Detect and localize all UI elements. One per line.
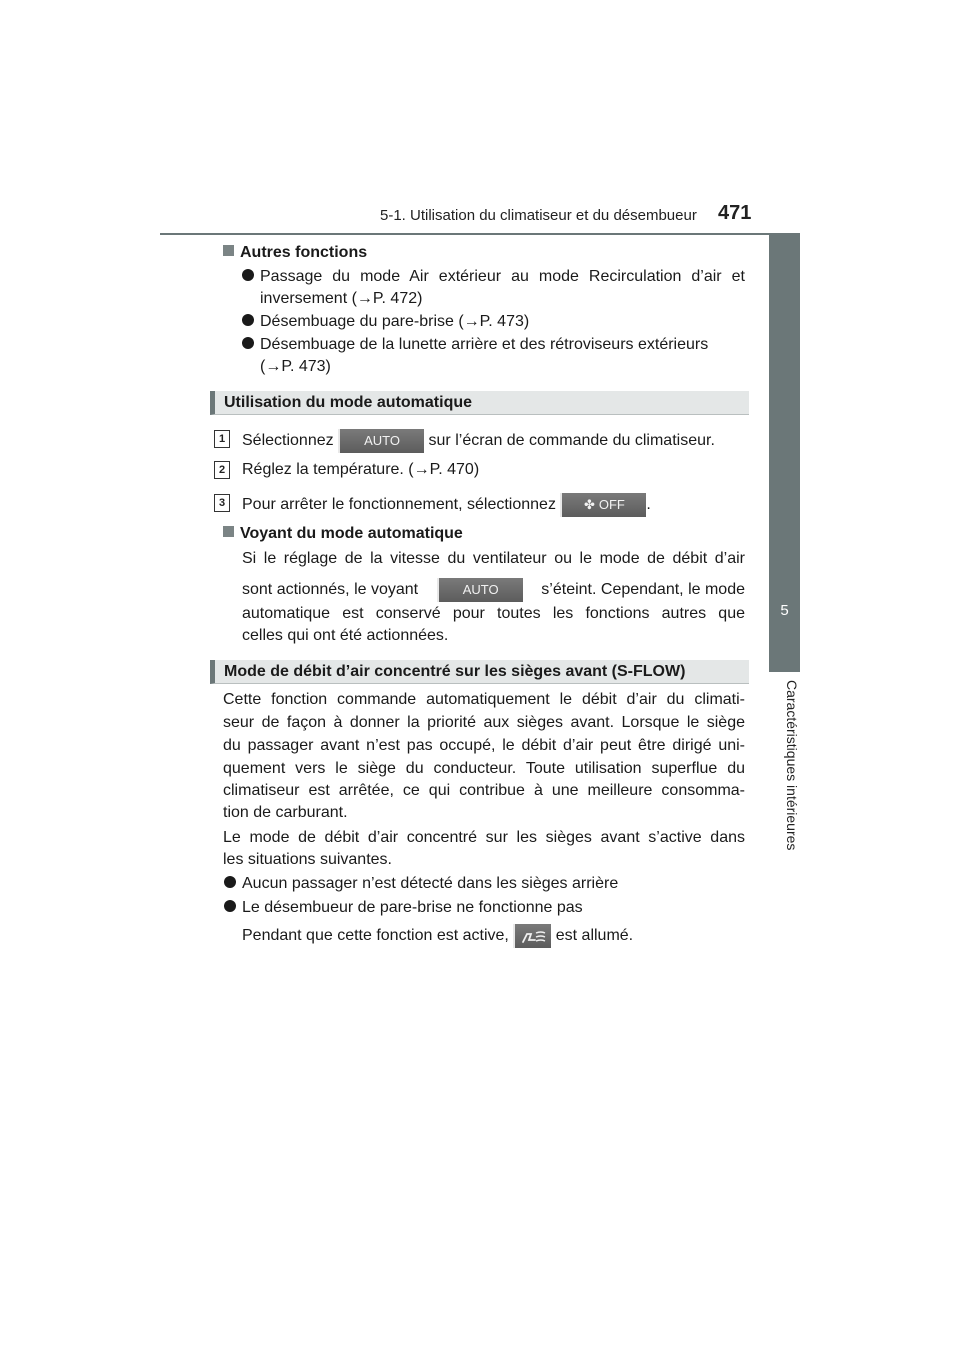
step-text: Réglez la température. (→P. 470) — [242, 461, 480, 478]
bullet-icon — [242, 335, 254, 355]
fan-off-button: ✤ OFF — [560, 493, 646, 517]
auto-indicator: AUTO — [437, 578, 523, 602]
sflow-text: seur de façon à donner la priorité aux sièges avant. Lorsque le siège — [223, 714, 745, 731]
bullet-text: Aucun passager n’est détecté dans les sièges arrière — [242, 875, 619, 892]
section-title: Mode de débit d’air concentré sur les sièges avant (S-FLOW) — [224, 663, 686, 680]
chapter-number: 5 — [780, 602, 789, 619]
bullet-text: Le désembueur de pare-brise ne fonctionne pas — [242, 899, 583, 916]
indicator-text: Si le réglage de la vitesse du ventilateur ou le mode de débit d’air — [242, 550, 745, 567]
bullet-text: Désembuage de la lunette arrière et des rétroviseurs extérieurs — [260, 336, 709, 353]
step-number: 2 — [214, 461, 230, 479]
bullet-icon — [224, 874, 236, 894]
other-functions-heading — [223, 243, 367, 263]
square-bullet-icon — [223, 526, 234, 537]
chapter-label: Caractéristiques intérieures — [784, 680, 800, 851]
page-number: 471 — [718, 202, 752, 224]
indicator-heading: Voyant du mode automatique — [223, 524, 463, 544]
step-number: 1 — [214, 430, 230, 448]
sflow-text: climatiseur est arrêtée, ce qui contribue à une meilleure consomma- — [223, 782, 745, 799]
sflow-text: tion de carburant. — [223, 804, 348, 821]
sflow-seat-icon — [513, 924, 551, 948]
indicator-text: celles qui ont été actionnées. — [242, 627, 449, 644]
other-functions-title: Autres fonctions — [240, 244, 368, 261]
indicator-text: automatique est conservé pour toutes les fonctions autres que — [242, 605, 745, 622]
step-number: 3 — [214, 494, 230, 512]
section-header: 5-1. Utilisation du climatiseur et du désembueur — [380, 207, 697, 224]
header-divider — [160, 233, 800, 235]
sflow-text: Le mode de débit d’air concentré sur les sièges avant s’active dans — [223, 829, 745, 846]
sflow-indicator-text: Pendant que cette fonction est active, est allumé. — [242, 924, 633, 948]
sflow-text: Cette fonction commande automatiquement le débit d’air du climati- — [223, 691, 745, 708]
square-bullet-icon — [223, 245, 234, 256]
bullet-text: inversement (→P. 472) — [260, 290, 423, 307]
bullet-icon — [224, 898, 236, 918]
bullet-text: Passage du mode Air extérieur au mode Recirculation d’air et — [260, 268, 745, 285]
section-heading-sflow — [210, 660, 749, 684]
step-text: Sélectionnez AUTO sur l’écran de commande du climatiseur. — [242, 429, 715, 453]
step-text: Pour arrêter le fonctionnement, sélectionnez ✤ OFF . — [242, 493, 651, 517]
sflow-text: quement vers le siège du conducteur. Toute utilisation superflue du — [223, 760, 745, 777]
bullet-text: Désembuage du pare-brise (→P. 473) — [260, 313, 530, 330]
bullet-icon — [242, 312, 254, 332]
sflow-text: du passager avant n’est pas occupé, le débit d’air peut être dirigé uni- — [223, 737, 745, 754]
indicator-text: sont actionnés, le voyant AUTO s’éteint. Cependant, le mode — [242, 578, 745, 602]
auto-button: AUTO — [338, 429, 424, 453]
bullet-text: (→P. 473) — [260, 358, 331, 375]
sflow-text: les situations suivantes. — [223, 851, 392, 868]
fan-icon: ✤ — [583, 497, 595, 512]
section-title: Utilisation du mode automatique — [224, 394, 473, 411]
section-heading-auto — [210, 391, 749, 415]
bullet-icon — [242, 267, 254, 287]
